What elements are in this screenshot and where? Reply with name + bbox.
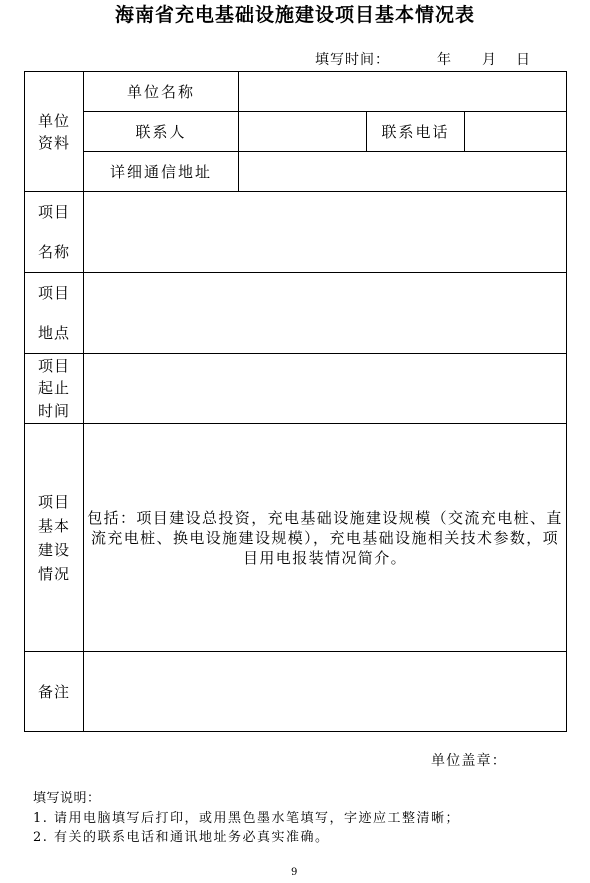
page-number: 9	[291, 867, 298, 878]
table-row	[25, 354, 567, 424]
project-period-label	[25, 354, 84, 424]
table-row	[25, 72, 567, 112]
project-period-field	[84, 354, 567, 424]
contact-phone-label: 联系电话	[367, 112, 465, 152]
table-row	[25, 112, 567, 152]
label-line: 资料	[37, 133, 70, 152]
label-line: 地点	[37, 324, 70, 342]
label-line: 基本	[37, 516, 70, 535]
contact-person-label: 联系人	[84, 112, 239, 152]
fill-time-month: 月	[482, 52, 497, 68]
project-location-field	[84, 273, 567, 354]
project-name-field	[84, 192, 567, 273]
address-label: 详细通信地址	[84, 152, 239, 192]
unit-info-section-label	[25, 72, 84, 192]
label-line: 情况	[37, 564, 70, 583]
project-construction-note: 包括：项目建设总投资，充电基础设施建设规模（交流充电桩、直流充电桩、换电设施建设规模），充电基础设施相关技术参数，项目用电报装情况简介。	[84, 424, 567, 652]
seal-label: 单位盖章：	[431, 753, 507, 769]
table-row	[25, 652, 567, 732]
instruction-item: 1. 请用电脑填写后打印，或用黑色墨水笔填写，字迹应工整清晰；	[33, 811, 461, 826]
project-location-label	[25, 273, 84, 354]
label-line: 项目	[37, 356, 70, 375]
label-line: 时间	[37, 401, 70, 420]
label-line: 起止	[37, 379, 70, 398]
contact-person-field	[239, 112, 367, 152]
label-line: 建设	[37, 540, 70, 559]
fill-time-year: 年	[437, 52, 452, 68]
label-line: 项目	[37, 203, 70, 221]
unit-name-label: 单位名称	[84, 72, 239, 112]
label-line: 项目	[37, 284, 70, 302]
label-line: 名称	[37, 243, 70, 261]
contact-phone-field	[465, 112, 567, 152]
table-row	[25, 152, 567, 192]
table-row	[25, 192, 567, 273]
project-construction-label	[25, 424, 84, 652]
instruction-item: 2. 有关的联系电话和通讯地址务必真实准确。	[33, 830, 330, 845]
address-field	[239, 152, 567, 192]
instructions-heading: 填写说明：	[33, 791, 101, 806]
remarks-label: 备注	[25, 652, 84, 732]
label-line: 项目	[37, 492, 70, 511]
project-info-table	[24, 71, 567, 732]
fill-time-label: 填写时间：	[315, 52, 390, 68]
label-line: 单位	[37, 111, 70, 130]
project-name-label	[25, 192, 84, 273]
form-title: 海南省充电基础设施建设项目基本情况表	[114, 4, 475, 26]
table-row	[25, 273, 567, 354]
fill-time-day: 日	[516, 52, 531, 68]
remarks-field	[84, 652, 567, 732]
unit-name-field	[239, 72, 567, 112]
table-row	[25, 424, 567, 652]
